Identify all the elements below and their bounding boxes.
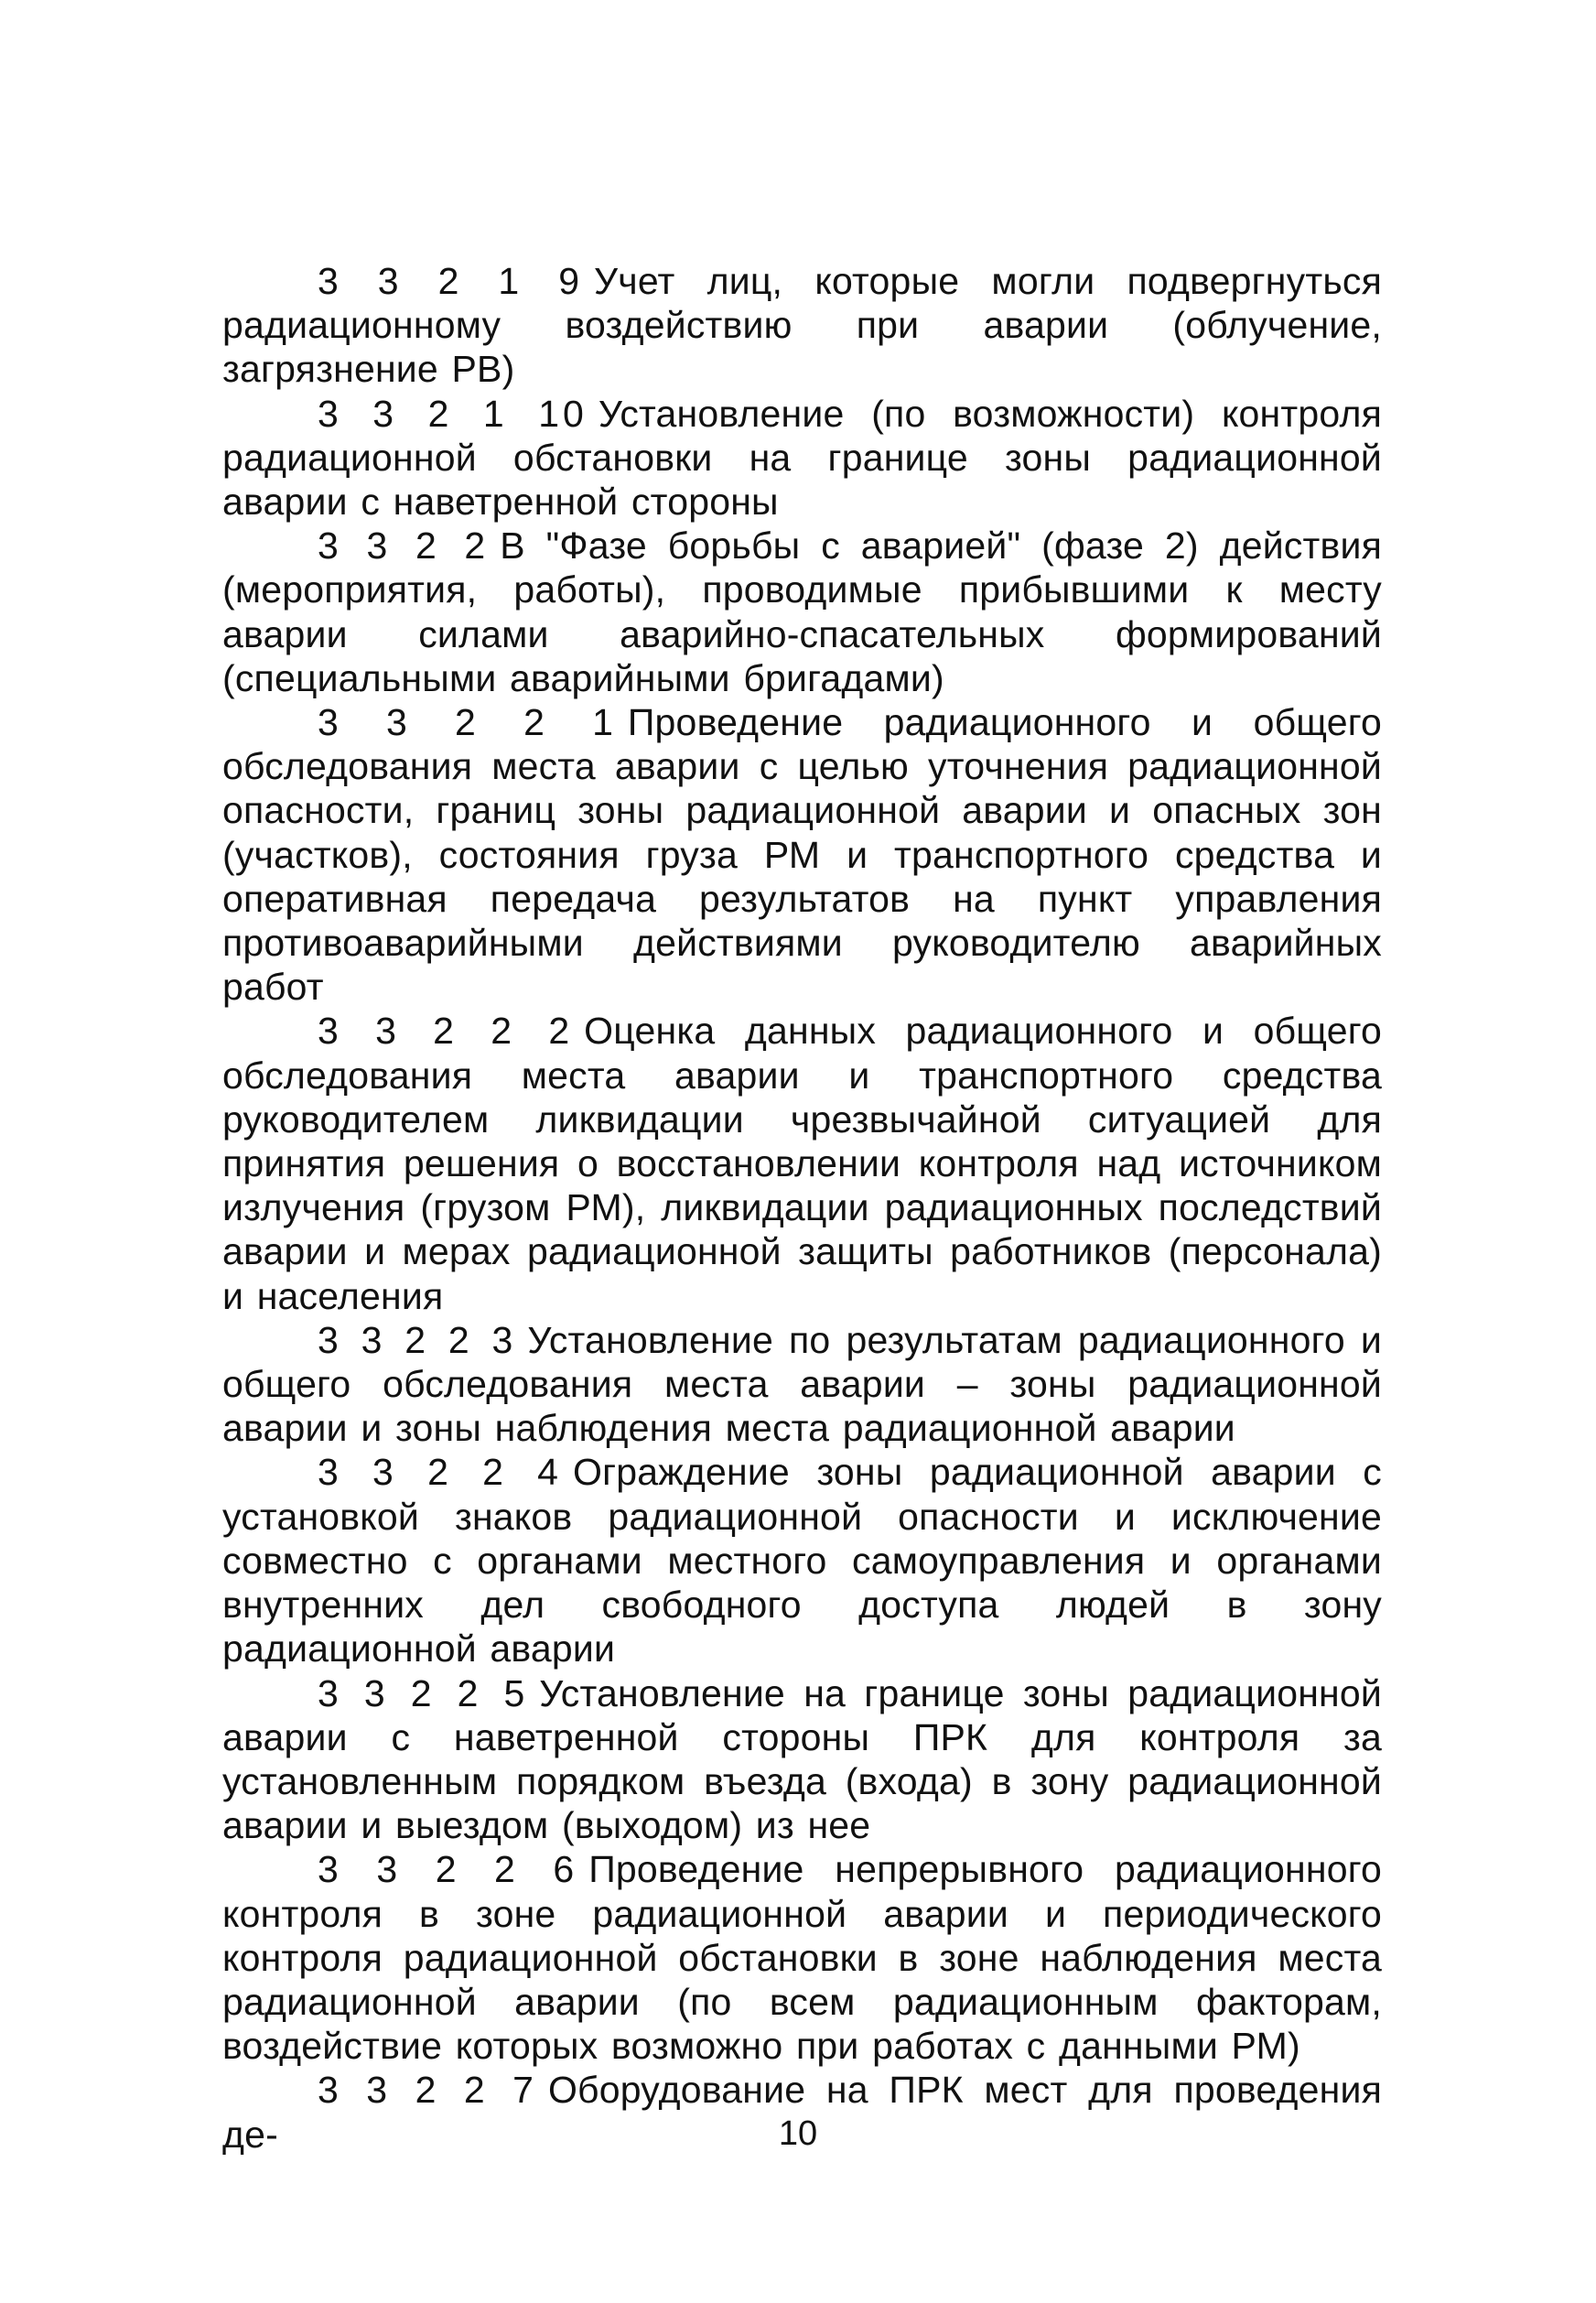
paragraph-3-3-2-2 bbox=[222, 524, 1382, 700]
paragraph-number: 3 3 2 1 9 bbox=[318, 260, 584, 302]
paragraph-number: 3 3 2 2 6 bbox=[318, 1848, 578, 1891]
paragraph-number: 3 3 2 1 10 bbox=[318, 392, 588, 435]
paragraph-3-3-2-2-2 bbox=[222, 1009, 1382, 1317]
paragraph-text: Учет лиц, которые могли подвергнуться радиационному воздействию при аварии (облучение, загрязнение РВ) bbox=[222, 260, 1382, 391]
paragraph-3-3-2-2-5 bbox=[222, 1671, 1382, 1848]
paragraph-text: Проведение радиационного и общего обследования места аварии с целью уточнения радиационной опасности, границ зоны радиационной аварии и опасных зон (участков), состояния груза РМ и транспортного средства и оперативная передача результатов на пункт управления противоаварийными действиями руководителю аварийных работ bbox=[222, 701, 1382, 1009]
document-body bbox=[222, 259, 1382, 2157]
paragraph-number: 3 3 2 2 3 bbox=[318, 1318, 517, 1361]
paragraph-3-3-2-2-6 bbox=[222, 1847, 1382, 2068]
paragraph-3-3-2-1-10 bbox=[222, 392, 1382, 524]
paragraph-number: 3 3 2 2 5 bbox=[318, 1671, 529, 1714]
paragraph-text: Проведение непрерывного радиационного контроля в зоне радиационной аварии и периодического контроля радиационной обстановки в зоне наблюдения места радиационной аварии (по всем радиационным факторам, воздействие которых возможно при работах с данными РМ) bbox=[222, 1848, 1383, 2068]
paragraph-text: Оборудование на ПРК мест для проведения де- bbox=[222, 2069, 1382, 2156]
paragraph-text: Установление по результатам радиационного и общего обследования места аварии – зоны радиационной аварии и зоны наблюдения места радиационной аварии bbox=[222, 1318, 1383, 1450]
paragraph-number: 3 3 2 2 2 bbox=[318, 1010, 574, 1053]
paragraph-text: Установление на границе зоны радиационной аварии с наветренной стороны ПРК для контроля за установленным порядком въезда (входа) в зону радиационной аварии и выездом (выходом) из нее bbox=[222, 1671, 1382, 1847]
paragraph-number: 3 3 2 2 7 bbox=[318, 2069, 537, 2112]
paragraph-text: В "Фазе борьбы с аварией" (фазе 2) действия (мероприятия, работы), проводимые прибывшими к месту аварии силами аварийно-спасательных формирований (специальными аварийными бригадами) bbox=[222, 524, 1382, 699]
page-number: 10 bbox=[778, 2114, 818, 2153]
paragraph-3-3-2-1-9 bbox=[222, 259, 1382, 392]
paragraph-3-3-2-2-1 bbox=[222, 700, 1382, 1009]
paragraph-number: 3 3 2 2 1 bbox=[318, 701, 617, 744]
paragraph-text: Оценка данных радиационного и общего обследования места аварии и транспортного средства руководителем ликвидации чрезвычайной ситуацией для принятия решения о восстановлении контроля над источником излучения (грузом РМ), ликвидации радиационных последствий аварии и мерах радиационной защиты работников (персонала) и населения bbox=[222, 1010, 1382, 1317]
paragraph-text: Ограждение зоны радиационной аварии с установкой знаков радиационной опасности и исключение совместно с органами местного самоуправления и органами внутренних дел свободного доступа людей в зону радиационной аварии bbox=[222, 1451, 1382, 1670]
paragraph-3-3-2-2-3 bbox=[222, 1318, 1382, 1451]
paragraph-number: 3 3 2 2 bbox=[318, 524, 490, 568]
paragraph-text: Установление (по возможности) контроля радиационной обстановки на границе зоны радиационной аварии с наветренной стороны bbox=[222, 392, 1382, 524]
paragraph-number: 3 3 2 2 4 bbox=[318, 1451, 562, 1494]
paragraph-3-3-2-2-4 bbox=[222, 1450, 1382, 1670]
